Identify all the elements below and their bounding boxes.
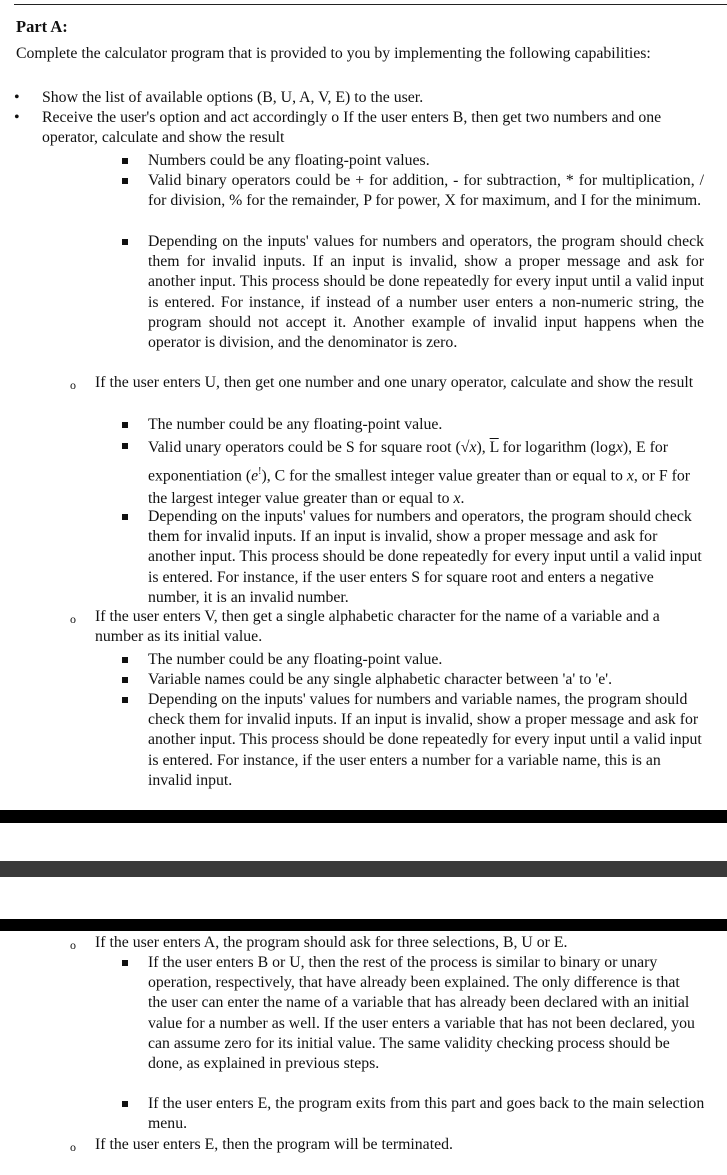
circle-bullet-marker: o (70, 1140, 76, 1154)
part-title: Part A: (16, 17, 68, 36)
square-bullet-icon (122, 677, 128, 683)
page-break-bar (0, 919, 727, 931)
page-gap (0, 877, 727, 919)
square-bullet-icon (122, 239, 128, 245)
square-bullet-icon (122, 960, 128, 966)
square-bullet-icon (122, 657, 128, 663)
square-bullet-icon (122, 443, 128, 449)
circle-bullet-marker: o (70, 612, 76, 626)
page-break-bar (0, 810, 727, 823)
square-bullet-icon (122, 1101, 128, 1107)
unary-operators-text: Valid unary operators could be S for square root (√x), $\overline{L}$ for logarithm (logx), E for exponentiation (e!), C for the smallest integer value greater than or equal to x, or F for the largest integer value greater than or equal to x. (148, 439, 691, 508)
square-bullet-icon (122, 158, 128, 164)
intro-paragraph: Complete the calculator program that is provided to you by implementing the following capabilities: (16, 45, 651, 62)
square-bullet-icon (122, 422, 128, 428)
bullet-marker: • (14, 89, 20, 106)
square-bullet-icon (122, 178, 128, 184)
page-separator (0, 861, 727, 877)
bullet-marker: • (14, 109, 20, 126)
square-bullet-icon (122, 514, 128, 520)
top-rule (14, 4, 727, 5)
circle-bullet-marker: o (70, 938, 76, 952)
page-gap (0, 823, 727, 861)
square-bullet-icon (122, 697, 128, 703)
circle-bullet-marker: o (70, 378, 76, 392)
